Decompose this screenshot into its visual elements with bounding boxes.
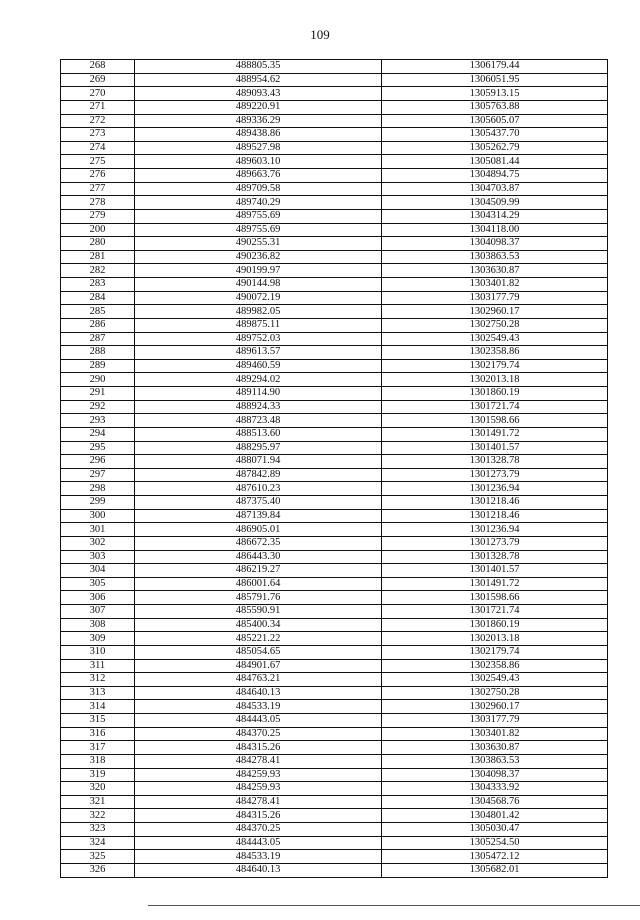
x-coordinate-cell: 486219.27	[135, 564, 382, 578]
y-coordinate-cell: 1301721.74	[382, 400, 608, 414]
y-coordinate-cell: 1303401.82	[382, 727, 608, 741]
table-row	[61, 645, 608, 659]
point-number-cell: 306	[61, 591, 135, 605]
point-number-cell: 318	[61, 754, 135, 768]
x-coordinate-cell: 484533.19	[135, 850, 382, 864]
point-number-cell: 274	[61, 141, 135, 155]
table-row	[61, 754, 608, 768]
x-coordinate-cell: 485221.22	[135, 632, 382, 646]
x-coordinate-cell: 489336.29	[135, 114, 382, 128]
table-row	[61, 223, 608, 237]
x-coordinate-cell: 484278.41	[135, 795, 382, 809]
footer-rule	[148, 905, 640, 906]
x-coordinate-cell: 489220.91	[135, 100, 382, 114]
coordinates-table	[60, 59, 608, 878]
y-coordinate-cell: 1301491.72	[382, 577, 608, 591]
y-coordinate-cell: 1304801.42	[382, 809, 608, 823]
table-row	[61, 564, 608, 578]
table-row	[61, 60, 608, 74]
point-number-cell: 315	[61, 714, 135, 728]
point-number-cell: 309	[61, 632, 135, 646]
y-coordinate-cell: 1303177.79	[382, 291, 608, 305]
x-coordinate-cell: 484315.26	[135, 741, 382, 755]
point-number-cell: 269	[61, 73, 135, 87]
table-row	[61, 618, 608, 632]
table-row	[61, 741, 608, 755]
x-coordinate-cell: 490144.98	[135, 278, 382, 292]
y-coordinate-cell: 1301401.57	[382, 441, 608, 455]
y-coordinate-cell: 1304314.29	[382, 209, 608, 223]
point-number-cell: 281	[61, 250, 135, 264]
point-number-cell: 296	[61, 455, 135, 469]
point-number-cell: 322	[61, 809, 135, 823]
y-coordinate-cell: 1303630.87	[382, 264, 608, 278]
y-coordinate-cell: 1305763.88	[382, 100, 608, 114]
x-coordinate-cell: 489755.69	[135, 223, 382, 237]
x-coordinate-cell: 484370.25	[135, 823, 382, 837]
point-number-cell: 295	[61, 441, 135, 455]
y-coordinate-cell: 1301328.78	[382, 550, 608, 564]
y-coordinate-cell: 1305254.50	[382, 836, 608, 850]
point-number-cell: 287	[61, 332, 135, 346]
table-row	[61, 659, 608, 673]
x-coordinate-cell: 488295.97	[135, 441, 382, 455]
y-coordinate-cell: 1305682.01	[382, 863, 608, 877]
y-coordinate-cell: 1303401.82	[382, 278, 608, 292]
point-number-cell: 299	[61, 496, 135, 510]
table-row	[61, 141, 608, 155]
table-row	[61, 455, 608, 469]
x-coordinate-cell: 489438.86	[135, 128, 382, 142]
point-number-cell: 291	[61, 387, 135, 401]
table-row	[61, 305, 608, 319]
table-row	[61, 468, 608, 482]
y-coordinate-cell: 1303863.53	[382, 754, 608, 768]
x-coordinate-cell: 490199.97	[135, 264, 382, 278]
y-coordinate-cell: 1304098.37	[382, 768, 608, 782]
table-row	[61, 496, 608, 510]
point-number-cell: 297	[61, 468, 135, 482]
point-number-cell: 292	[61, 400, 135, 414]
x-coordinate-cell: 488954.62	[135, 73, 382, 87]
x-coordinate-cell: 488513.60	[135, 427, 382, 441]
y-coordinate-cell: 1301721.74	[382, 605, 608, 619]
coordinates-table-body	[61, 60, 608, 878]
x-coordinate-cell: 489752.03	[135, 332, 382, 346]
page-number: 109	[310, 27, 330, 42]
point-number-cell: 286	[61, 318, 135, 332]
point-number-cell: 317	[61, 741, 135, 755]
point-number-cell: 289	[61, 359, 135, 373]
table-row	[61, 482, 608, 496]
point-number-cell: 277	[61, 182, 135, 196]
point-number-cell: 314	[61, 700, 135, 714]
point-number-cell: 311	[61, 659, 135, 673]
x-coordinate-cell: 484901.67	[135, 659, 382, 673]
x-coordinate-cell: 484370.25	[135, 727, 382, 741]
table-row	[61, 591, 608, 605]
table-row	[61, 836, 608, 850]
table-row	[61, 782, 608, 796]
table-row	[61, 114, 608, 128]
y-coordinate-cell: 1301236.94	[382, 523, 608, 537]
table-row	[61, 332, 608, 346]
y-coordinate-cell: 1305472.12	[382, 850, 608, 864]
table-row	[61, 73, 608, 87]
point-number-cell: 310	[61, 645, 135, 659]
point-number-cell: 312	[61, 673, 135, 687]
point-number-cell: 303	[61, 550, 135, 564]
y-coordinate-cell: 1302750.28	[382, 686, 608, 700]
y-coordinate-cell: 1304509.99	[382, 196, 608, 210]
point-number-cell: 305	[61, 577, 135, 591]
point-number-cell: 200	[61, 223, 135, 237]
y-coordinate-cell: 1305913.15	[382, 87, 608, 101]
table-row	[61, 87, 608, 101]
point-number-cell: 320	[61, 782, 135, 796]
point-number-cell: 276	[61, 169, 135, 183]
x-coordinate-cell: 487375.40	[135, 496, 382, 510]
x-coordinate-cell: 484640.13	[135, 686, 382, 700]
y-coordinate-cell: 1301328.78	[382, 455, 608, 469]
point-number-cell: 285	[61, 305, 135, 319]
point-number-cell: 273	[61, 128, 135, 142]
y-coordinate-cell: 1301491.72	[382, 427, 608, 441]
table-row	[61, 196, 608, 210]
y-coordinate-cell: 1304118.00	[382, 223, 608, 237]
y-coordinate-cell: 1305030.47	[382, 823, 608, 837]
point-number-cell: 319	[61, 768, 135, 782]
point-number-cell: 313	[61, 686, 135, 700]
table-row	[61, 727, 608, 741]
table-row	[61, 823, 608, 837]
point-number-cell: 324	[61, 836, 135, 850]
table-row	[61, 523, 608, 537]
x-coordinate-cell: 487610.23	[135, 482, 382, 496]
table-row	[61, 441, 608, 455]
x-coordinate-cell: 489709.58	[135, 182, 382, 196]
x-coordinate-cell: 489294.02	[135, 373, 382, 387]
y-coordinate-cell: 1302960.17	[382, 700, 608, 714]
table-row	[61, 809, 608, 823]
y-coordinate-cell: 1301236.94	[382, 482, 608, 496]
point-number-cell: 282	[61, 264, 135, 278]
point-number-cell: 301	[61, 523, 135, 537]
y-coordinate-cell: 1304333.92	[382, 782, 608, 796]
point-number-cell: 321	[61, 795, 135, 809]
point-number-cell: 298	[61, 482, 135, 496]
point-number-cell: 283	[61, 278, 135, 292]
point-number-cell: 304	[61, 564, 135, 578]
x-coordinate-cell: 489755.69	[135, 209, 382, 223]
y-coordinate-cell: 1302960.17	[382, 305, 608, 319]
x-coordinate-cell: 490236.82	[135, 250, 382, 264]
table-row	[61, 291, 608, 305]
point-number-cell: 302	[61, 536, 135, 550]
point-number-cell: 270	[61, 87, 135, 101]
table-row	[61, 673, 608, 687]
table-row	[61, 686, 608, 700]
y-coordinate-cell: 1302750.28	[382, 318, 608, 332]
y-coordinate-cell: 1302358.86	[382, 659, 608, 673]
y-coordinate-cell: 1305081.44	[382, 155, 608, 169]
table-row	[61, 182, 608, 196]
point-number-cell: 316	[61, 727, 135, 741]
x-coordinate-cell: 489663.76	[135, 169, 382, 183]
x-coordinate-cell: 486905.01	[135, 523, 382, 537]
x-coordinate-cell: 484315.26	[135, 809, 382, 823]
table-row	[61, 577, 608, 591]
table-row	[61, 128, 608, 142]
x-coordinate-cell: 488924.33	[135, 400, 382, 414]
y-coordinate-cell: 1306051.95	[382, 73, 608, 87]
table-row	[61, 318, 608, 332]
x-coordinate-cell: 489740.29	[135, 196, 382, 210]
table-row	[61, 209, 608, 223]
y-coordinate-cell: 1301860.19	[382, 618, 608, 632]
table-row	[61, 632, 608, 646]
x-coordinate-cell: 489114.90	[135, 387, 382, 401]
x-coordinate-cell: 486672.35	[135, 536, 382, 550]
x-coordinate-cell: 489527.98	[135, 141, 382, 155]
point-number-cell: 280	[61, 237, 135, 251]
x-coordinate-cell: 488805.35	[135, 60, 382, 74]
x-coordinate-cell: 485590.91	[135, 605, 382, 619]
x-coordinate-cell: 487842.89	[135, 468, 382, 482]
point-number-cell: 268	[61, 60, 135, 74]
table-row	[61, 278, 608, 292]
point-number-cell: 293	[61, 414, 135, 428]
table-row	[61, 155, 608, 169]
table-row	[61, 700, 608, 714]
point-number-cell: 323	[61, 823, 135, 837]
table-row	[61, 237, 608, 251]
x-coordinate-cell: 484443.05	[135, 714, 382, 728]
x-coordinate-cell: 484278.41	[135, 754, 382, 768]
x-coordinate-cell: 488723.48	[135, 414, 382, 428]
y-coordinate-cell: 1305437.70	[382, 128, 608, 142]
table-row	[61, 863, 608, 877]
y-coordinate-cell: 1303177.79	[382, 714, 608, 728]
y-coordinate-cell: 1301218.46	[382, 496, 608, 510]
table-row	[61, 359, 608, 373]
y-coordinate-cell: 1302549.43	[382, 332, 608, 346]
y-coordinate-cell: 1306179.44	[382, 60, 608, 74]
y-coordinate-cell: 1302549.43	[382, 673, 608, 687]
x-coordinate-cell: 484640.13	[135, 863, 382, 877]
point-number-cell: 290	[61, 373, 135, 387]
x-coordinate-cell: 486001.64	[135, 577, 382, 591]
table-row	[61, 373, 608, 387]
point-number-cell: 326	[61, 863, 135, 877]
x-coordinate-cell: 490072.19	[135, 291, 382, 305]
y-coordinate-cell: 1302358.86	[382, 346, 608, 360]
x-coordinate-cell: 489875.11	[135, 318, 382, 332]
y-coordinate-cell: 1302179.74	[382, 645, 608, 659]
y-coordinate-cell: 1302013.18	[382, 373, 608, 387]
table-row	[61, 850, 608, 864]
y-coordinate-cell: 1304568.76	[382, 795, 608, 809]
y-coordinate-cell: 1301218.46	[382, 509, 608, 523]
y-coordinate-cell: 1301860.19	[382, 387, 608, 401]
y-coordinate-cell: 1301598.66	[382, 591, 608, 605]
y-coordinate-cell: 1301273.79	[382, 536, 608, 550]
table-row	[61, 550, 608, 564]
point-number-cell: 275	[61, 155, 135, 169]
table-row	[61, 400, 608, 414]
point-number-cell: 307	[61, 605, 135, 619]
table-row	[61, 169, 608, 183]
table-row	[61, 509, 608, 523]
point-number-cell: 325	[61, 850, 135, 864]
x-coordinate-cell: 484259.93	[135, 768, 382, 782]
x-coordinate-cell: 489093.43	[135, 87, 382, 101]
y-coordinate-cell: 1304703.87	[382, 182, 608, 196]
y-coordinate-cell: 1302179.74	[382, 359, 608, 373]
x-coordinate-cell: 489603.10	[135, 155, 382, 169]
table-row	[61, 795, 608, 809]
x-coordinate-cell: 487139.84	[135, 509, 382, 523]
x-coordinate-cell: 484443.05	[135, 836, 382, 850]
point-number-cell: 271	[61, 100, 135, 114]
y-coordinate-cell: 1303863.53	[382, 250, 608, 264]
x-coordinate-cell: 489460.59	[135, 359, 382, 373]
y-coordinate-cell: 1303630.87	[382, 741, 608, 755]
table-row	[61, 414, 608, 428]
point-number-cell: 284	[61, 291, 135, 305]
point-number-cell: 279	[61, 209, 135, 223]
table-row	[61, 264, 608, 278]
table-row	[61, 605, 608, 619]
x-coordinate-cell: 490255.31	[135, 237, 382, 251]
x-coordinate-cell: 484763.21	[135, 673, 382, 687]
point-number-cell: 300	[61, 509, 135, 523]
table-row	[61, 768, 608, 782]
point-number-cell: 288	[61, 346, 135, 360]
table-row	[61, 536, 608, 550]
table-row	[61, 100, 608, 114]
y-coordinate-cell: 1305605.07	[382, 114, 608, 128]
point-number-cell: 272	[61, 114, 135, 128]
y-coordinate-cell: 1301401.57	[382, 564, 608, 578]
point-number-cell: 308	[61, 618, 135, 632]
y-coordinate-cell: 1302013.18	[382, 632, 608, 646]
x-coordinate-cell: 488071.94	[135, 455, 382, 469]
point-number-cell: 278	[61, 196, 135, 210]
point-number-cell: 294	[61, 427, 135, 441]
y-coordinate-cell: 1301273.79	[382, 468, 608, 482]
table-row	[61, 346, 608, 360]
x-coordinate-cell: 485791.76	[135, 591, 382, 605]
table-row	[61, 387, 608, 401]
y-coordinate-cell: 1305262.79	[382, 141, 608, 155]
table-row	[61, 250, 608, 264]
table-row	[61, 427, 608, 441]
y-coordinate-cell: 1301598.66	[382, 414, 608, 428]
y-coordinate-cell: 1304894.75	[382, 169, 608, 183]
x-coordinate-cell: 485054.65	[135, 645, 382, 659]
y-coordinate-cell: 1304098.37	[382, 237, 608, 251]
x-coordinate-cell: 489613.57	[135, 346, 382, 360]
x-coordinate-cell: 486443.30	[135, 550, 382, 564]
table-row	[61, 714, 608, 728]
x-coordinate-cell: 489982.05	[135, 305, 382, 319]
x-coordinate-cell: 485400.34	[135, 618, 382, 632]
x-coordinate-cell: 484533.19	[135, 700, 382, 714]
x-coordinate-cell: 484259.93	[135, 782, 382, 796]
